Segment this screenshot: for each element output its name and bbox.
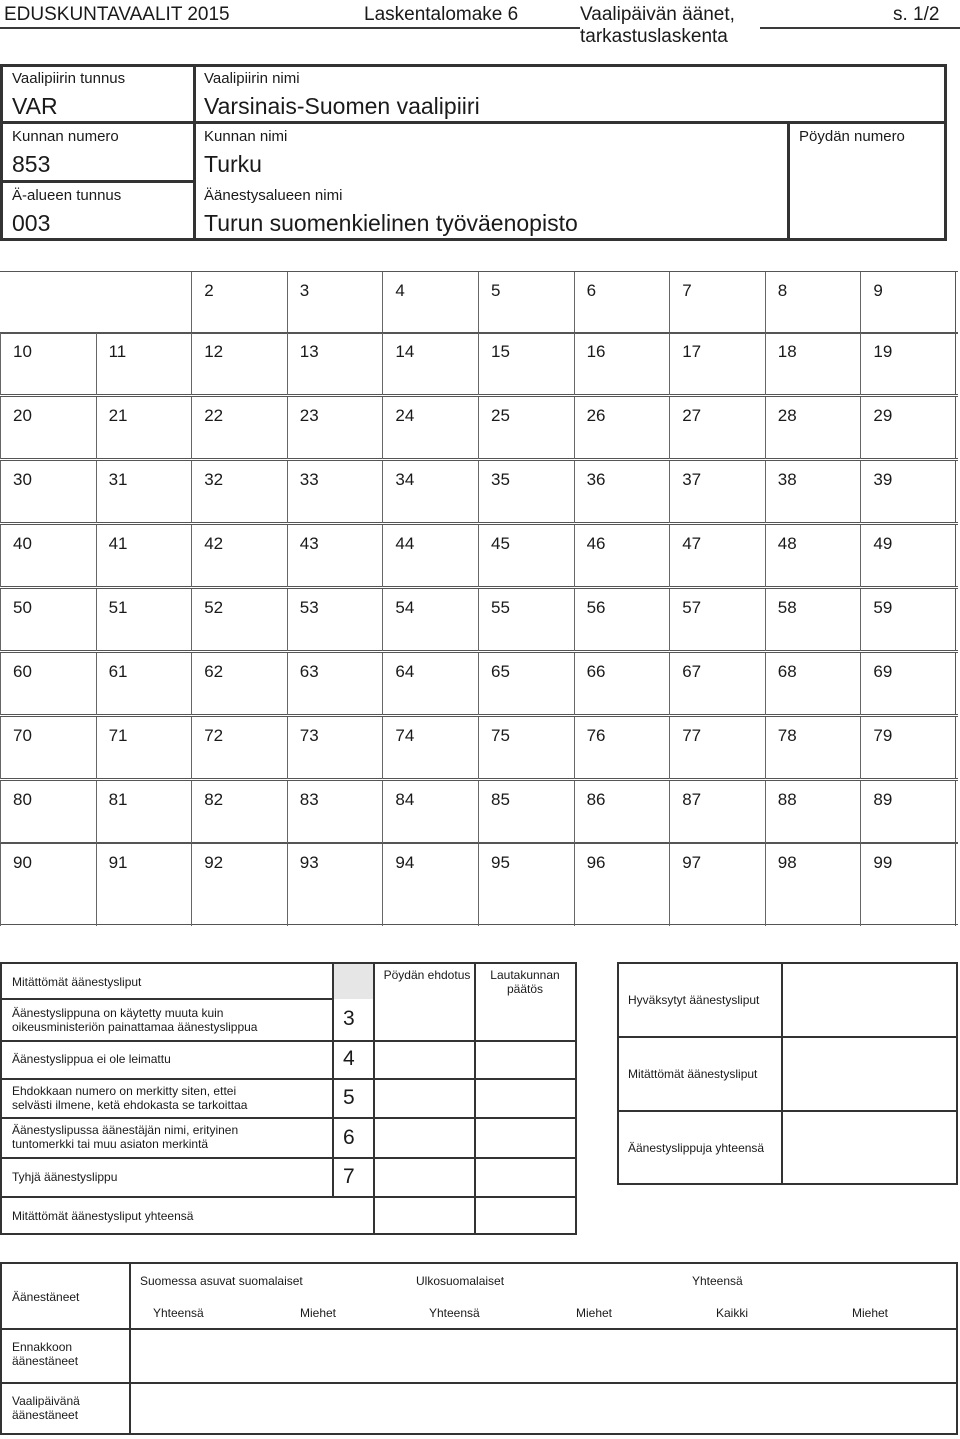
grid-cell[interactable]: 82 <box>191 781 286 843</box>
invalid-reason-7: Tyhjä äänestyslippu <box>12 1170 118 1184</box>
municipality-number-value: 853 <box>12 151 51 177</box>
col-board-decision: Lautakunnan päätös <box>490 968 560 996</box>
grid-cell[interactable]: 47 <box>669 525 764 587</box>
district-row-divider-1 <box>0 121 947 124</box>
invalid-reason-5-line1: Ehdokkaan numero on merkitty siten, ettei <box>12 1084 237 1098</box>
grid-cell[interactable]: 43 <box>287 525 382 587</box>
invalid-title: Mitättömät äänestysliput <box>12 975 142 989</box>
grid-cell[interactable]: 62 <box>191 653 286 715</box>
grid-cell[interactable]: 10 <box>0 333 95 395</box>
grid-cell[interactable]: 40 <box>0 525 95 587</box>
grid-cell[interactable]: 64 <box>382 653 477 715</box>
grid-cell[interactable]: 54 <box>382 589 477 651</box>
grid-cell[interactable]: 83 <box>287 781 382 843</box>
grid-cell[interactable]: 21 <box>96 397 191 459</box>
grid-row <box>0 843 958 925</box>
grid-cell[interactable]: 41 <box>96 525 191 587</box>
district-name-value: Varsinais-Suomen vaalipiiri <box>204 93 480 119</box>
grid-row <box>0 332 958 395</box>
grid-cell[interactable]: 58 <box>765 589 860 651</box>
election-day-voters-label <box>12 1394 80 1422</box>
grid-cell[interactable]: 31 <box>96 461 191 523</box>
grid-cell[interactable]: 81 <box>96 781 191 843</box>
grid-row <box>0 780 958 843</box>
grid-cell[interactable]: 88 <box>765 781 860 843</box>
grid-cell[interactable]: 14 <box>382 333 477 395</box>
grid-cell[interactable]: 33 <box>287 461 382 523</box>
grid-row <box>0 588 958 651</box>
grid-cell[interactable]: 93 <box>287 844 382 926</box>
grid-cell[interactable]: 26 <box>574 397 669 459</box>
municipality-number-label: Kunnan numero <box>12 128 119 145</box>
grid-cell[interactable]: 71 <box>96 717 191 779</box>
grid-cell[interactable]: 27 <box>669 397 764 459</box>
grid-cell[interactable]: 84 <box>382 781 477 843</box>
district-id-value: VAR <box>12 93 58 119</box>
invalid-reason-6-line1: Äänestyslipussa äänestäjän nimi, erityinen <box>12 1123 239 1137</box>
grid-cell[interactable]: 37 <box>669 461 764 523</box>
grid-cell[interactable]: 86 <box>574 781 669 843</box>
invalid-code-6: 6 <box>343 1126 355 1149</box>
grid-cell[interactable]: 60 <box>0 653 95 715</box>
grid-cell[interactable]: 85 <box>478 781 573 843</box>
grid-cell[interactable]: 75 <box>478 717 573 779</box>
voters-group-abroad: Ulkosuomalaiset <box>416 1274 505 1288</box>
grid-cell[interactable]: 68 <box>765 653 860 715</box>
grid-cell[interactable]: 98 <box>765 844 860 926</box>
invalid-total-label: Mitättömät äänestysliput yhteensä <box>12 1209 194 1223</box>
grid-cell[interactable]: 35 <box>478 461 573 523</box>
invalid-code-5: 5 <box>343 1086 355 1109</box>
grid-cell[interactable]: 57 <box>669 589 764 651</box>
district-divider-2 <box>787 121 790 241</box>
advance-voters-label <box>12 1340 78 1368</box>
grid-cell[interactable]: 92 <box>191 844 286 926</box>
invalid-reason-5 <box>12 1084 247 1112</box>
invalid-number-shade <box>333 964 373 999</box>
voters-sub-col: Miehet <box>300 1306 337 1320</box>
invalid-reason-6 <box>12 1123 238 1151</box>
grid-cell[interactable]: 63 <box>287 653 382 715</box>
grid-cell[interactable]: 90 <box>0 844 95 926</box>
invalid-col-divider-2 <box>373 962 375 1235</box>
grid-cell[interactable]: 28 <box>765 397 860 459</box>
grid-cell[interactable]: 67 <box>669 653 764 715</box>
district-name-label: Vaalipiirin nimi <box>204 70 300 87</box>
area-id-label: Ä-alueen tunnus <box>12 187 122 204</box>
grid-cell[interactable]: 19 <box>860 333 955 395</box>
grid-cell[interactable]: 59 <box>860 589 955 651</box>
district-id-label: Vaalipiirin tunnus <box>12 70 126 87</box>
grid-row <box>0 716 958 779</box>
grid-cell[interactable]: 45 <box>478 525 573 587</box>
election-day-voters-line1: Vaalipäivänä <box>12 1394 80 1408</box>
col-table-proposal: Pöydän ehdotus <box>383 968 471 982</box>
grid-cell[interactable]: 42 <box>191 525 286 587</box>
advance-voters-line1: Ennakkoon <box>12 1340 73 1354</box>
district-divider-1 <box>193 64 196 241</box>
invalid-reason-5-line2: selvästi ilmene, ketä ehdokasta se tarkoittaa <box>12 1098 248 1112</box>
invalid-col-divider-3 <box>474 962 476 1235</box>
grid-cell[interactable]: 96 <box>574 844 669 926</box>
form-description-line2: tarkastuslaskenta <box>580 26 728 47</box>
voters-sub-col: Kaikki <box>716 1306 749 1320</box>
voters-row-header: Äänestäneet <box>12 1290 80 1304</box>
grid-row <box>0 460 958 523</box>
grid-cell[interactable]: 20 <box>0 397 95 459</box>
voters-sub-col: Miehet <box>852 1306 889 1320</box>
election-day-voters-line2: äänestäneet <box>12 1408 79 1422</box>
grid-cell[interactable]: 25 <box>478 397 573 459</box>
grid-cell[interactable]: 9 <box>860 272 955 334</box>
grid-cell[interactable]: 61 <box>96 653 191 715</box>
grid-cell[interactable]: 13 <box>287 333 382 395</box>
grid-cell[interactable]: 72 <box>191 717 286 779</box>
grid-cell[interactable]: 38 <box>765 461 860 523</box>
grid-cell[interactable]: 29 <box>860 397 955 459</box>
invalid-code-4: 4 <box>343 1047 355 1070</box>
grid-cell[interactable]: 7 <box>669 272 764 334</box>
grid-cell[interactable]: 4 <box>382 272 477 334</box>
invalid-reason-3 <box>12 1006 257 1034</box>
area-id-value: 003 <box>12 210 51 236</box>
grid-cell[interactable]: 24 <box>382 397 477 459</box>
grid-cell[interactable]: 55 <box>478 589 573 651</box>
grid-cell[interactable]: 69 <box>860 653 955 715</box>
invalid-reason-3-line1: Äänestyslippuna on käytetty muuta kuin <box>12 1006 224 1020</box>
grid-cell[interactable]: 51 <box>96 589 191 651</box>
grid-row <box>0 652 958 715</box>
invalid-reason-4: Äänestyslippua ei ole leimattu <box>12 1052 171 1066</box>
grid-cell[interactable]: 17 <box>669 333 764 395</box>
grid-row <box>0 396 958 459</box>
voters-sub-col: Yhteensä <box>429 1306 480 1320</box>
invalid-reason-3-line2: oikeusministeriön painattamaa äänestyslippua <box>12 1020 258 1034</box>
grid-cell[interactable]: 97 <box>669 844 764 926</box>
header-rule <box>0 27 580 29</box>
grid-cell[interactable]: 22 <box>191 397 286 459</box>
area-name-value: Turun suomenkielinen työväenopisto <box>204 210 578 236</box>
grid-cell[interactable]: 44 <box>382 525 477 587</box>
grid-cell[interactable]: 76 <box>574 717 669 779</box>
form-description-line1: Vaalipäivän äänet, <box>580 4 735 25</box>
grid-cell[interactable]: 50 <box>0 589 95 651</box>
ballots-total-label: Äänestyslippuja yhteensä <box>628 1141 765 1155</box>
grid-cell[interactable]: 79 <box>860 717 955 779</box>
grid-cell[interactable]: 73 <box>287 717 382 779</box>
grid-cell[interactable]: 74 <box>382 717 477 779</box>
invalid-ballots-label: Mitättömät äänestysliput <box>628 1067 758 1081</box>
municipality-name-value: Turku <box>204 151 262 177</box>
grid-cell[interactable]: 18 <box>765 333 860 395</box>
grid-cell[interactable]: 16 <box>574 333 669 395</box>
grid-cell[interactable]: 95 <box>478 844 573 926</box>
grid-row <box>0 524 958 587</box>
grid-cell[interactable]: 8 <box>765 272 860 334</box>
voters-group-residents: Suomessa asuvat suomalaiset <box>140 1274 303 1288</box>
page-number: s. 1/2 <box>893 4 940 25</box>
grid-cell[interactable]: 89 <box>860 781 955 843</box>
grid-cell[interactable]: 53 <box>287 589 382 651</box>
invalid-code-3: 3 <box>343 1007 355 1030</box>
grid-cell[interactable]: 39 <box>860 461 955 523</box>
table-number-label: Pöydän numero <box>799 128 905 145</box>
invalid-reason-6-line2: tuntomerkki tai muu asiaton merkintä <box>12 1137 209 1151</box>
grid-cell[interactable]: 52 <box>191 589 286 651</box>
grid-cell[interactable]: 87 <box>669 781 764 843</box>
grid-cell[interactable]: 2 <box>191 272 286 334</box>
grid-cell[interactable]: 49 <box>860 525 955 587</box>
grid-cell[interactable]: 23 <box>287 397 382 459</box>
grid-cell[interactable]: 15 <box>478 333 573 395</box>
grid-row <box>0 271 958 334</box>
grid-cell[interactable]: 91 <box>96 844 191 926</box>
grid-cell[interactable]: 46 <box>574 525 669 587</box>
grid-cell[interactable]: 70 <box>0 717 95 779</box>
grid-cell[interactable]: 66 <box>574 653 669 715</box>
grid-cell[interactable]: 34 <box>382 461 477 523</box>
grid-cell[interactable]: 30 <box>0 461 95 523</box>
grid-cell[interactable]: 6 <box>574 272 669 334</box>
election-title: EDUSKUNTAVAALIT 2015 <box>4 4 230 25</box>
grid-cell[interactable]: 11 <box>96 333 191 395</box>
grid-cell[interactable]: 80 <box>0 781 95 843</box>
header-rule-right <box>760 27 960 29</box>
accepted-ballots-label: Hyväksytyt äänestysliput <box>628 993 760 1007</box>
grid-cell[interactable]: 94 <box>382 844 477 926</box>
form-description <box>580 4 735 48</box>
grid-cell[interactable]: 99 <box>860 844 955 926</box>
form-name: Laskentalomake 6 <box>364 4 519 25</box>
grid-cell[interactable]: 36 <box>574 461 669 523</box>
district-row-divider-2 <box>0 180 196 183</box>
grid-cell[interactable]: 65 <box>478 653 573 715</box>
area-name-label: Äänestysalueen nimi <box>204 187 343 204</box>
grid-cell[interactable]: 48 <box>765 525 860 587</box>
grid-cell[interactable]: 56 <box>574 589 669 651</box>
grid-cell[interactable]: 3 <box>287 272 382 334</box>
municipality-name-label: Kunnan nimi <box>204 128 288 145</box>
voters-sub-col: Yhteensä <box>153 1306 204 1320</box>
grid-cell[interactable]: 78 <box>765 717 860 779</box>
grid-cell[interactable]: 12 <box>191 333 286 395</box>
invalid-code-7: 7 <box>343 1165 355 1188</box>
grid-cell[interactable]: 77 <box>669 717 764 779</box>
voters-group-total: Yhteensä <box>692 1274 743 1288</box>
voters-sub-col: Miehet <box>576 1306 613 1320</box>
grid-cell[interactable]: 5 <box>478 272 573 334</box>
advance-voters-line2: äänestäneet <box>12 1354 79 1368</box>
grid-cell[interactable]: 32 <box>191 461 286 523</box>
